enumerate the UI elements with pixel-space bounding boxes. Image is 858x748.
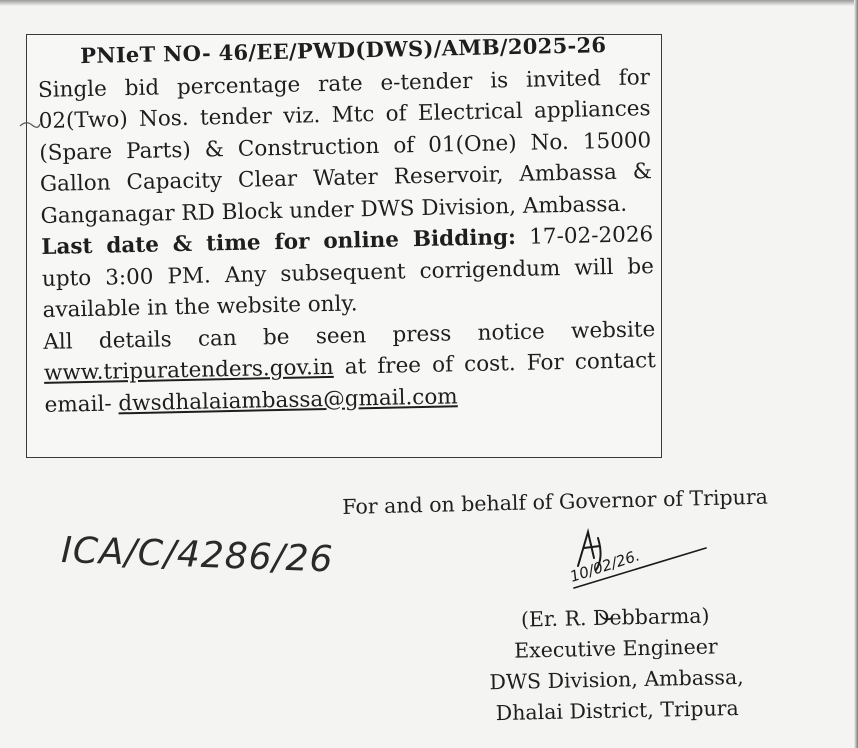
notice-paragraph: Single bid percentage rate e-tender is invited for 02(Two) Nos. tender viz. Mtc of Electrical appliances (Spare Parts) & Construction of 01(One) No. 15000 Gallon Capacity Clear Water Reservoir, Ambassa & Ganganagar RD Block under DWS Division, Ambassa. bbox=[37, 64, 653, 229]
notice-body bbox=[38, 62, 657, 421]
scan-top-edge bbox=[0, 0, 858, 6]
officer-district: Dhalai District, Tripura bbox=[495, 695, 739, 726]
deadline-line bbox=[41, 219, 655, 326]
details-prefix: All details can be seen press notice website bbox=[43, 316, 656, 355]
notice-title: PNIeT NO- 46/EE/PWD(DWS)/AMB/2025-26 bbox=[79, 32, 607, 69]
details-line bbox=[43, 314, 657, 421]
website-link: www.tripuratenders.gov.in bbox=[43, 354, 334, 386]
contact-email: dwsdhalaiambassa@gmail.com bbox=[118, 383, 458, 416]
deadline-value: 17-02-2026 upto 3:00 PM. Any subsequent corrigendum will be available in the website only. bbox=[41, 222, 655, 323]
deadline-label: Last date & time for online Bidding: bbox=[41, 225, 517, 260]
officer-name: (Er. R. Debbarma) bbox=[520, 603, 710, 632]
on-behalf-line: For and on behalf of Governor of Tripura bbox=[342, 484, 769, 519]
officer-details bbox=[450, 599, 783, 730]
officer-division: DWS Division, Ambassa, bbox=[489, 664, 744, 695]
signature-date: 10/02/26. bbox=[567, 546, 642, 586]
officer-designation: Executive Engineer bbox=[513, 634, 718, 663]
details-suffix: at free of cost. For contact email- bbox=[44, 348, 657, 418]
handwritten-reference: ICA/C/4286/26 bbox=[60, 530, 335, 581]
pen-stroke-mark bbox=[18, 118, 42, 132]
tender-notice-content bbox=[37, 28, 657, 421]
tender-notice-box bbox=[26, 34, 662, 458]
scan-right-edge bbox=[854, 0, 858, 748]
